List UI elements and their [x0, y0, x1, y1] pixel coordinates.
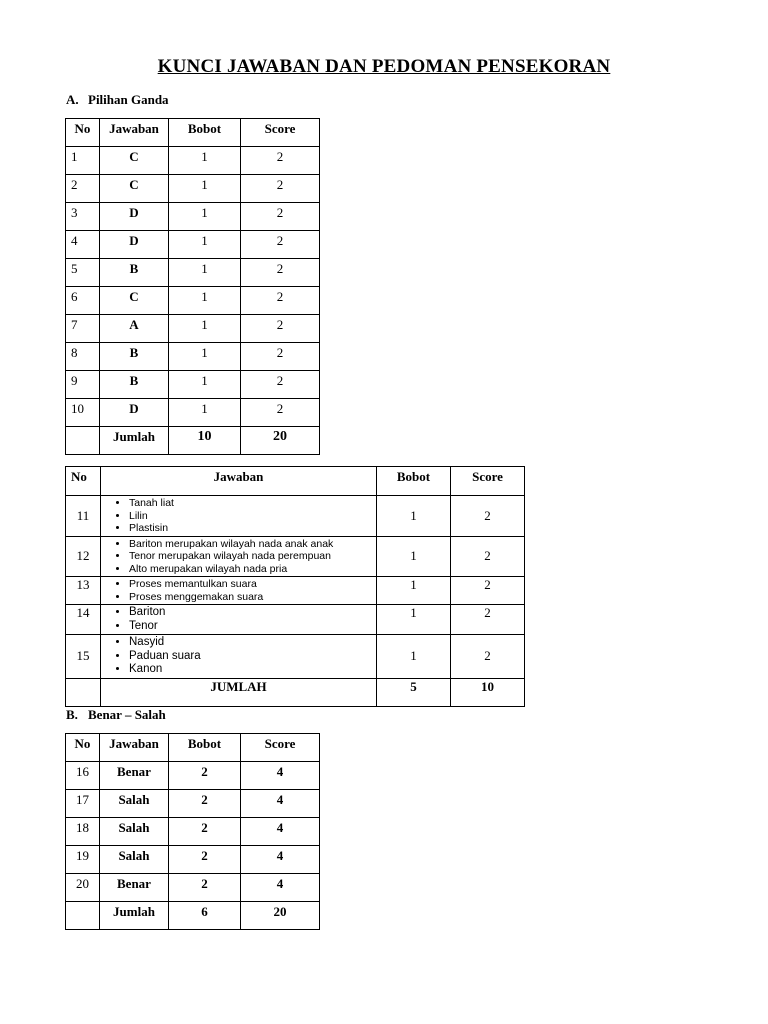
row-no: 20 — [66, 874, 100, 902]
section-b-heading — [66, 707, 166, 723]
row-bobot: 1 — [377, 605, 451, 635]
total-score: 20 — [241, 427, 320, 455]
row-bobot: 1 — [169, 371, 241, 399]
row-score: 2 — [241, 399, 320, 427]
document-title: KUNCI JAWABAN DAN PEDOMAN PENSEKORAN — [157, 56, 611, 77]
header-score: Score — [451, 467, 525, 496]
header-bobot: Bobot — [169, 734, 241, 762]
row-score: 4 — [241, 762, 320, 790]
list-item: • Tanah liat — [129, 497, 376, 510]
total-row — [66, 678, 525, 706]
row-no: 17 — [66, 790, 100, 818]
table-row — [66, 147, 320, 175]
list-item: • Proses menggemakan suara — [129, 591, 376, 604]
answer-list — [101, 497, 376, 535]
row-no: 16 — [66, 762, 100, 790]
row-no: 15 — [66, 635, 101, 679]
table-header-row — [66, 467, 525, 496]
list-item: • Nasyid — [129, 636, 376, 650]
table-row — [66, 536, 525, 577]
row-jawaban: A — [100, 315, 169, 343]
list-item: • Lilin — [129, 510, 376, 523]
row-score: 4 — [241, 874, 320, 902]
row-score: 2 — [451, 536, 525, 577]
header-jawaban: Jawaban — [101, 467, 377, 496]
row-bobot: 2 — [169, 762, 241, 790]
row-jawaban — [101, 496, 377, 537]
row-bobot: 1 — [169, 343, 241, 371]
list-item: • Tenor — [129, 620, 376, 634]
table-row — [66, 762, 320, 790]
row-jawaban: Salah — [100, 818, 169, 846]
row-score: 2 — [241, 147, 320, 175]
row-no: 1 — [66, 147, 100, 175]
total-bobot: 5 — [377, 678, 451, 706]
row-score: 2 — [241, 175, 320, 203]
header-jawaban: Jawaban — [100, 734, 169, 762]
answer-list — [101, 538, 376, 576]
row-jawaban — [101, 536, 377, 577]
answer-list — [101, 578, 376, 603]
row-bobot: 2 — [169, 790, 241, 818]
list-item: • Plastisin — [129, 522, 376, 535]
table-row — [66, 790, 320, 818]
row-bobot: 1 — [169, 231, 241, 259]
row-score: 2 — [451, 577, 525, 605]
list-item: • Kanon — [129, 663, 376, 677]
row-no: 8 — [66, 343, 100, 371]
row-score: 2 — [241, 259, 320, 287]
table-row — [66, 175, 320, 203]
header-bobot: Bobot — [169, 119, 241, 147]
row-score: 2 — [241, 287, 320, 315]
row-no: 14 — [66, 605, 101, 635]
answer-list — [101, 606, 376, 633]
header-no: No — [66, 734, 100, 762]
row-no: 10 — [66, 399, 100, 427]
row-jawaban: Benar — [100, 874, 169, 902]
total-row — [66, 427, 320, 455]
row-bobot: 1 — [169, 259, 241, 287]
row-jawaban — [101, 635, 377, 679]
list-item: • Alto merupakan wilayah nada pria — [129, 563, 376, 576]
row-score: 4 — [241, 846, 320, 874]
row-no: 13 — [66, 577, 101, 605]
row-score: 2 — [451, 635, 525, 679]
row-no: 18 — [66, 818, 100, 846]
row-jawaban: C — [100, 147, 169, 175]
row-no: 6 — [66, 287, 100, 315]
table-row — [66, 287, 320, 315]
row-score: 2 — [241, 343, 320, 371]
table-row — [66, 203, 320, 231]
list-item: • Tenor merupakan wilayah nada perempuan — [129, 550, 376, 563]
row-bobot: 1 — [169, 203, 241, 231]
header-score: Score — [241, 734, 320, 762]
table-row — [66, 496, 525, 537]
row-jawaban: Salah — [100, 846, 169, 874]
total-bobot: 6 — [169, 902, 241, 930]
row-jawaban: B — [100, 259, 169, 287]
row-jawaban — [101, 577, 377, 605]
table-row — [66, 231, 320, 259]
row-bobot: 2 — [169, 818, 241, 846]
list-item: • Bariton merupakan wilayah nada anak anak — [129, 538, 376, 551]
row-no: 4 — [66, 231, 100, 259]
row-score: 4 — [241, 818, 320, 846]
section-b-letter: B. — [66, 707, 78, 722]
section-a-heading — [66, 92, 169, 108]
total-no-empty — [66, 902, 100, 930]
table-row — [66, 846, 320, 874]
table-row — [66, 343, 320, 371]
row-bobot: 1 — [169, 287, 241, 315]
row-jawaban: Salah — [100, 790, 169, 818]
section-a-letter: A. — [66, 92, 79, 107]
total-no-empty — [66, 427, 100, 455]
total-label: JUMLAH — [101, 678, 377, 706]
row-score: 2 — [241, 315, 320, 343]
row-bobot: 1 — [377, 577, 451, 605]
header-score: Score — [241, 119, 320, 147]
row-bobot: 1 — [377, 536, 451, 577]
total-score: 10 — [451, 678, 525, 706]
row-bobot: 1 — [169, 315, 241, 343]
row-jawaban: D — [100, 203, 169, 231]
row-no: 3 — [66, 203, 100, 231]
row-score: 4 — [241, 790, 320, 818]
row-jawaban: D — [100, 399, 169, 427]
row-no: 19 — [66, 846, 100, 874]
row-bobot: 1 — [169, 175, 241, 203]
row-no: 9 — [66, 371, 100, 399]
row-jawaban: C — [100, 287, 169, 315]
row-jawaban: Benar — [100, 762, 169, 790]
table-header-row — [66, 119, 320, 147]
row-no: 5 — [66, 259, 100, 287]
header-no: No — [66, 119, 100, 147]
table-row — [66, 371, 320, 399]
row-no: 11 — [66, 496, 101, 537]
section-a-title: Pilihan Ganda — [88, 92, 169, 107]
row-jawaban: C — [100, 175, 169, 203]
row-no: 7 — [66, 315, 100, 343]
total-label: Jumlah — [100, 902, 169, 930]
row-jawaban: B — [100, 371, 169, 399]
row-jawaban: D — [100, 231, 169, 259]
row-no: 2 — [66, 175, 100, 203]
total-bobot: 10 — [169, 427, 241, 455]
list-item: • Bariton — [129, 606, 376, 620]
row-score: 2 — [451, 496, 525, 537]
header-no: No — [66, 467, 101, 496]
row-no: 12 — [66, 536, 101, 577]
row-jawaban: B — [100, 343, 169, 371]
table-row — [66, 399, 320, 427]
total-no-empty — [66, 678, 101, 706]
row-score: 2 — [241, 371, 320, 399]
table-row — [66, 315, 320, 343]
section-b-title: Benar – Salah — [88, 707, 166, 722]
list-item: • Paduan suara — [129, 650, 376, 664]
row-score: 2 — [241, 203, 320, 231]
row-score: 2 — [451, 605, 525, 635]
row-bobot: 1 — [377, 496, 451, 537]
header-jawaban: Jawaban — [100, 119, 169, 147]
table-row — [66, 818, 320, 846]
table-row — [66, 635, 525, 679]
row-bobot: 2 — [169, 846, 241, 874]
row-score: 2 — [241, 231, 320, 259]
essay-answer-table — [65, 466, 525, 707]
total-row — [66, 902, 320, 930]
answer-list — [101, 636, 376, 677]
row-jawaban — [101, 605, 377, 635]
table-row — [66, 874, 320, 902]
total-score: 20 — [241, 902, 320, 930]
table-row — [66, 605, 525, 635]
row-bobot: 1 — [169, 399, 241, 427]
list-item: • Proses memantulkan suara — [129, 578, 376, 591]
header-bobot: Bobot — [377, 467, 451, 496]
table-row — [66, 577, 525, 605]
row-bobot: 1 — [377, 635, 451, 679]
table-header-row — [66, 734, 320, 762]
true-false-table — [65, 733, 320, 930]
total-label: Jumlah — [100, 427, 169, 455]
table-row — [66, 259, 320, 287]
multiple-choice-table — [65, 118, 320, 455]
row-bobot: 1 — [169, 147, 241, 175]
row-bobot: 2 — [169, 874, 241, 902]
